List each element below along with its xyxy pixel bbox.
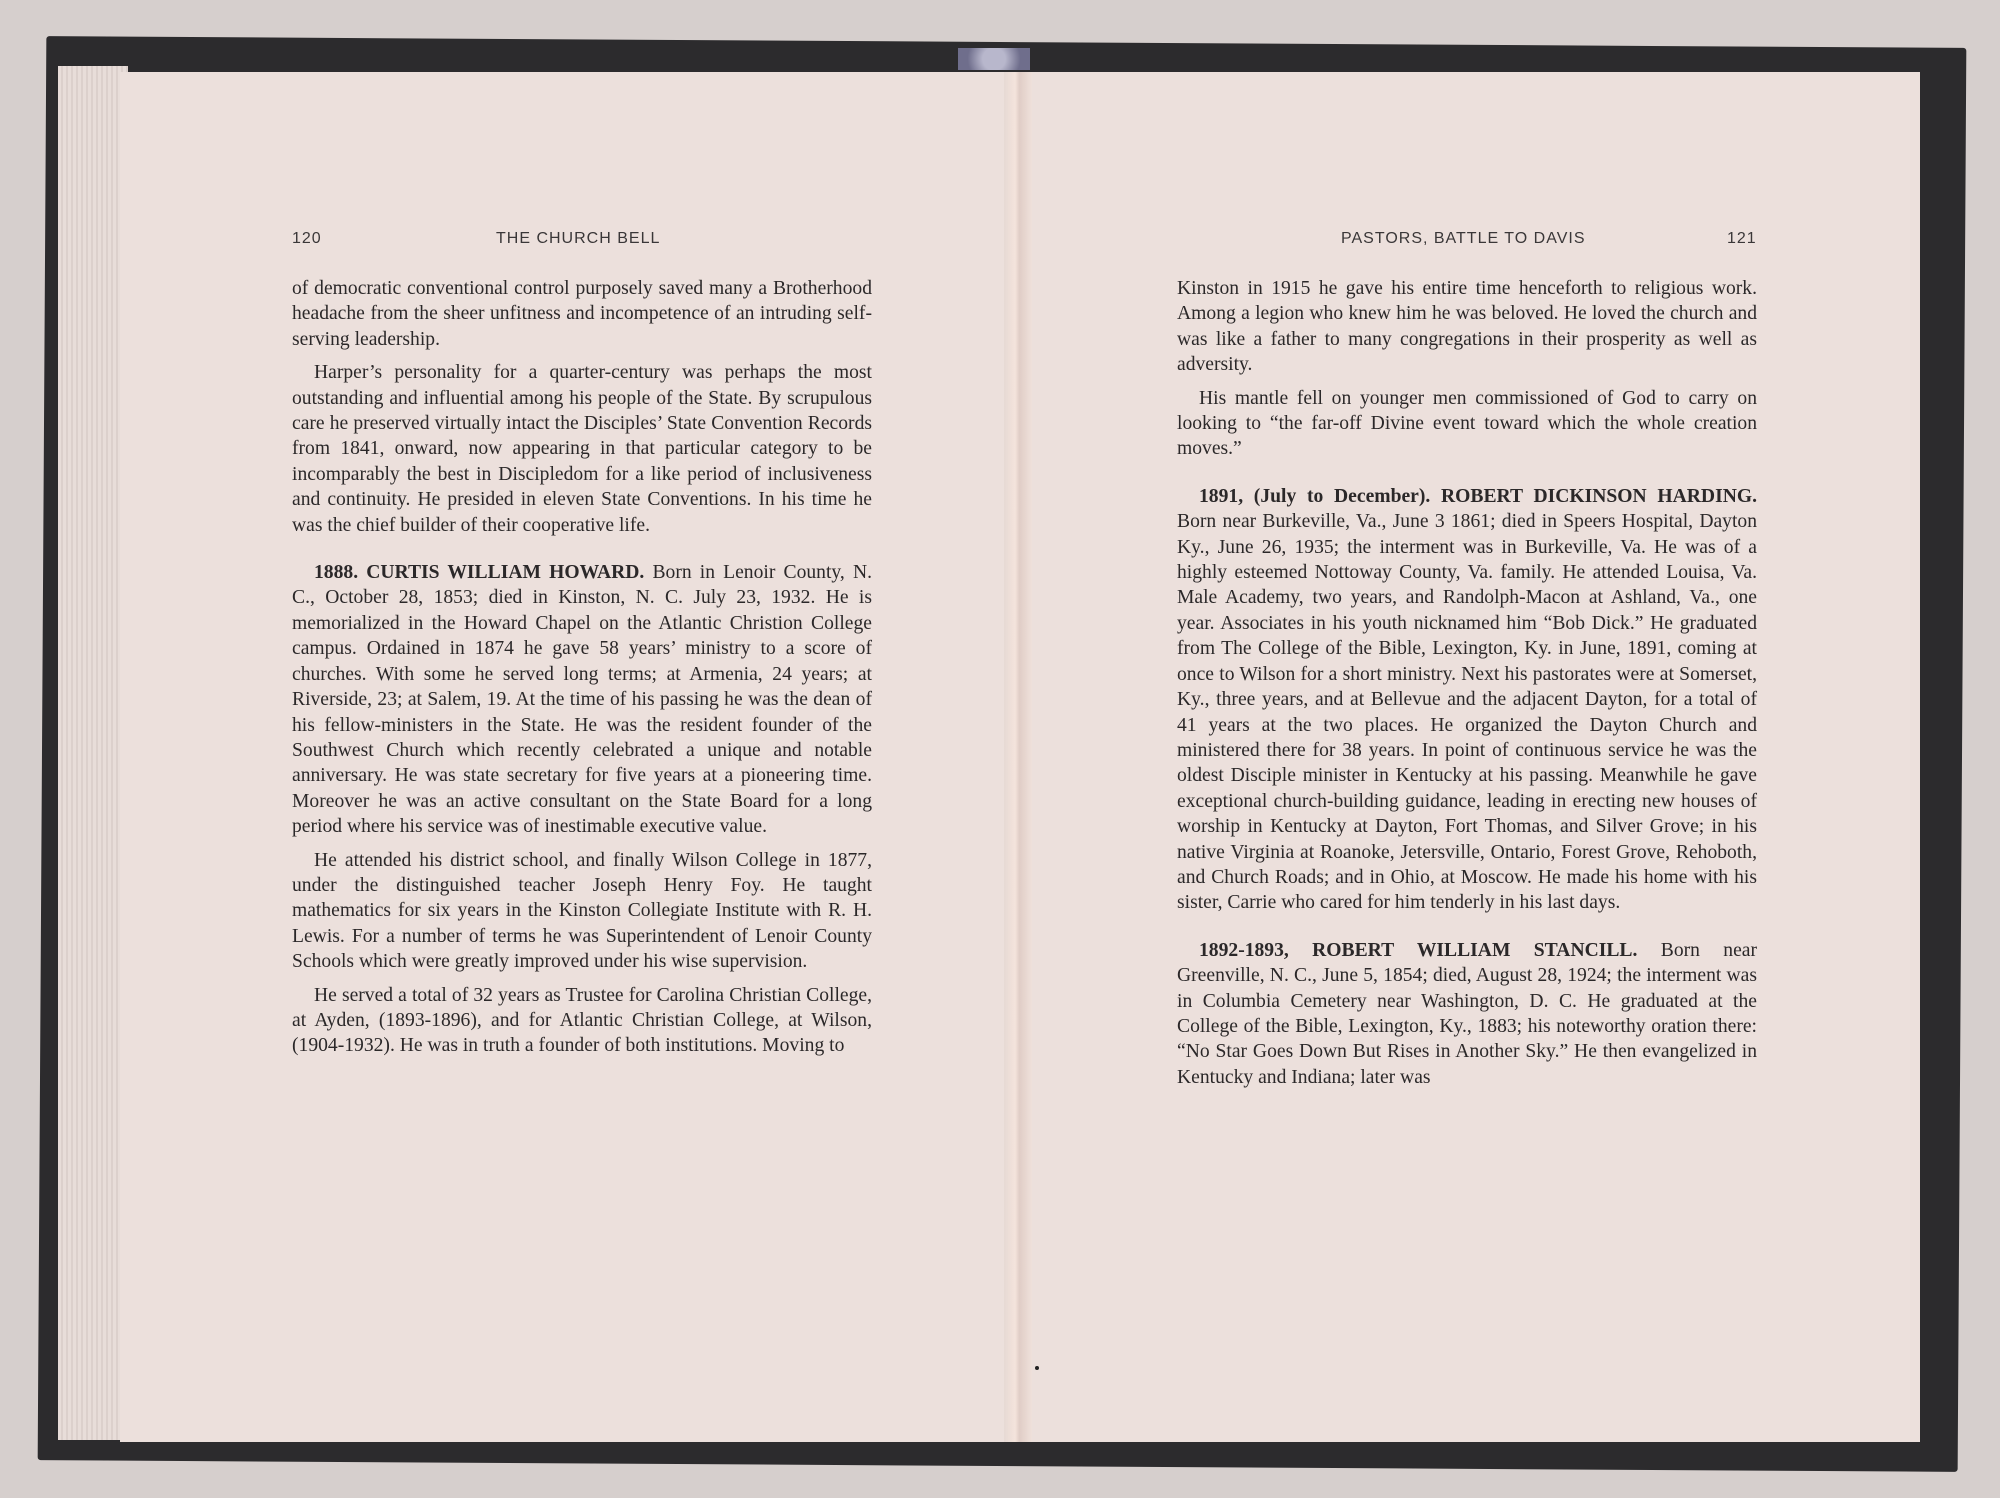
bookmark-ribbon (958, 48, 1030, 70)
left-page-text (292, 276, 872, 1059)
entry-text: Born near Greenville, N. C., June 5, 1854; died, August 28, 1924; the interment was in Columbia Cemetery near Washington, D. C. He graduated at the College of the Bible, Lexington, Ky., 1883; his noteworthy oration there: “No Star Goes Down But Rises in Another Sky.” He then evangelized in Kentucky and Indiana; later was (1177, 939, 1757, 1088)
entry-text: Born near Burkeville, Va., June 3 1861; died in Speers Hospital, Dayton Ky., June 26, 1935; the interment was in Burkeville, Va. He was of a highly esteemed Nottoway County, Va. family. He attended Louisa, Va. Male Academy, two years, and Randolph-Macon at Ashland, Va., one year. Associates in his youth nicknamed him “Bob Dick.” He graduated from The College of the Bible, Lexington, Ky. in June, 1891, coming at once to Wilson for a short ministry. Next his pastorates were at Somerset, Ky., three years, and at Bellevue and the adjacent Dayton, for a total of 41 years at the two places. He organized the Dayton Church and ministered there for 38 years. In point of continuous service he was the oldest Disciple minister in Kentucky at his passing. Meanwhile he gave exceptional church-building guidance, leading in erecting new houses of worship in Kentucky at Dayton, Fort Thomas, and Silver Grove; in his native Virginia at Roanoke, Jetersville, Ontario, Forest Grove, Rehoboth, and Church Roads; and in Ohio, at Moscow. He made his home with his sister, Carrie who cared for him tenderly in his last days. (1177, 511, 1757, 914)
book-gutter (1004, 72, 1032, 1442)
entry-heading: 1891, (July to December). ROBERT DICKINSON HARDING. (1199, 485, 1757, 507)
running-head-left: THE CHURCH BELL (496, 230, 661, 247)
paragraph: His mantle fell on younger men commissioned of God to carry on looking to “the far-off Divine event toward which the whole creation moves.” (1177, 387, 1757, 460)
right-page-text (1177, 276, 1757, 1090)
entry-heading: 1892-1893, ROBERT WILLIAM STANCILL. (1199, 939, 1638, 961)
page-number-right: 121 (1727, 230, 1757, 247)
entry-text: Born in Lenoir County, N. C., October 28, 1853; died in Kinston, N. C. July 23, 1932. He is memorialized in the Howard Chapel on the Atlantic Christion College campus. Ordained in 1874 he gave 58 years’ ministry to a score of churches. With some he served long terms; at Armenia, 24 years; at Riverside, 23; at Salem, 19. At the time of his passing he was the dean of his fellow-ministers in the State. He was the resident founder of the Southwest Church which recently celebrated a unique and notable anniversary. He was state secretary for five years at a pioneering time. Moreover he was an active consultant on the State Board for a long period where his service was of inestimable executive value. (292, 562, 872, 838)
paragraph: Kinston in 1915 he gave his entire time henceforth to religious work. Among a legion who knew him he was beloved. He loved the church and was like a father to many congregations in their prosperity as well as adversity. (1177, 278, 1757, 376)
entry-heading: 1888. CURTIS WILLIAM HOWARD. (314, 562, 645, 584)
entry-paragraph (292, 560, 872, 839)
entry-paragraph (1177, 938, 1757, 1090)
paragraph: He served a total of 32 years as Trustee for Carolina Christian College, at Ayden, (1893-1896), and for Atlantic Christian College, at Wilson, (1904-1932). He was in truth a founder of both institutions. Moving to (292, 984, 872, 1057)
ink-speck (1035, 1366, 1039, 1370)
paragraph: Harper’s personality for a quarter-century was perhaps the most outstanding and influential among his people of the State. By scrupulous care he preserved virtually intact the Disciples’ State Convention Records from 1841, onward, now appearing in that particular category to be incomparably the best in Discipledom for a like period of inclusiveness and continuity. He presided in eleven State Conventions. In his time he was the chief builder of their cooperative life. (292, 362, 872, 536)
running-head-right: PASTORS, BATTLE TO DAVIS (1341, 230, 1586, 247)
page-edges (58, 66, 128, 1440)
entry-paragraph (1177, 484, 1757, 916)
paragraph: He attended his district school, and finally Wilson College in 1877, under the distinguished teacher Joseph Henry Foy. He taught mathematics for six years in the Kinston Collegiate Institute with R. H. Lewis. For a number of terms he was Superintendent of Lenoir County Schools which were greatly improved under his wise supervision. (292, 849, 872, 973)
page-number-left: 120 (292, 230, 322, 247)
paragraph: of democratic conventional control purposely saved many a Brotherhood headache from the sheer unfitness and incompetence of an intruding self-serving leadership. (292, 278, 872, 350)
